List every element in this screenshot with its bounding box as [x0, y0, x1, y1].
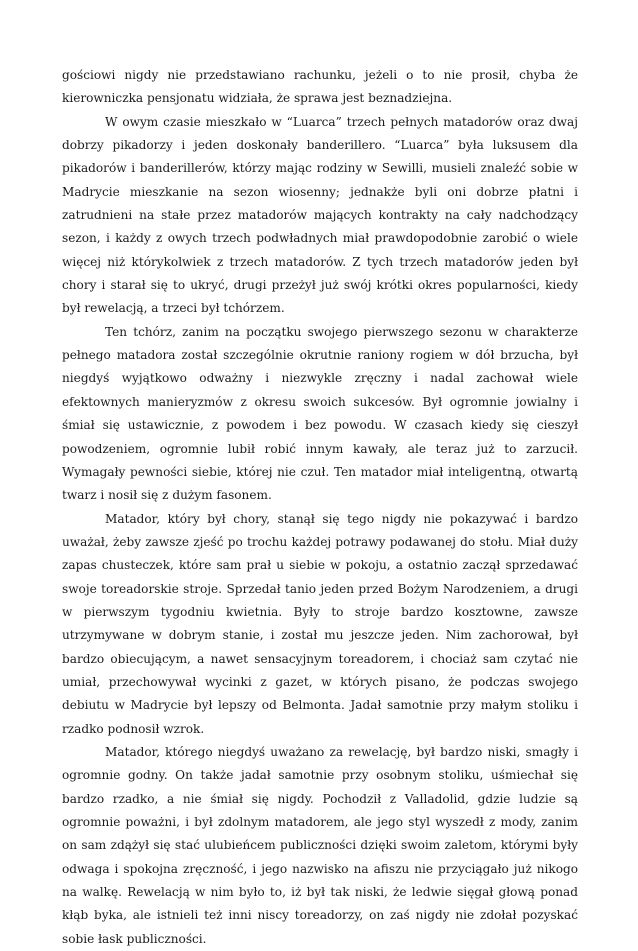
paragraph-coward-matador: Ten tchórz, zanim na początku swojego pierwszego sezonu w charakterze pełnego matadora został szczególnie okrutnie raniony rogiem w dół brzucha, był niegdyś wyjątkowo odważny i niezwykle zręczny i nadal zachował wiele efektownych manieryzmów z okresu swoich sukcesów. Był ogromnie jowialny i śmiał się ustawicznie, z powodem i bez powodu. W czasach kiedy się cieszył powodzeniem, ogromnie lubił robić innym kawały, ale teraz już to zarzucił. Wymagały pewności siebie, której nie czuł. Ten matador miał inteligentną, otwartą twarz i nosił się z dużym fasonem. [62, 324, 578, 503]
paragraph-sick-matador: Matador, który był chory, stanął się tego nigdy nie pokazywać i bardzo uważał, żeby zawsze zjeść po trochu każdej potrawy podawanej do stołu. Miał duży zapas chusteczek, które sam prał u siebie w pokoju, a ostatnio zaczął sprzedawać swoje toreadorskie stroje. Sprzedał tanio jeden przed Bożym Narodzeniem, a drugi w pierwszym tygodniu kwietnia. Były to stroje bardzo kosztowne, zawsze utrzymywane w dobrym stanie, i został mu jeszcze jeden. Nim zachorował, był bardzo obiecującym, a nawet sensacyjnym toreadorem, i chociaż sam czytać nie umiał, przechowywał wycinki z gazet, w których pisano, że podczas swojego debiutu w Madrycie był lepszy od Belmonta. Jadał samotnie przy małym stoliku i rzadko podnosił wzrok. [62, 511, 578, 736]
paragraph-former-sensation: Matador, którego niegdyś uważano za rewelację, był bardzo niski, smagły i ogromnie godny. On także jadał samotnie przy osobnym stoliku, uśmiechał się bardzo rzadko, a nie śmiał się nigdy. Pochodził z Valladolid, gdzie ludzie są ogromnie poważni, i był zdolnym matadorem, ale jego styl wyszedł z mody, zanim on sam zdążył się stać ulubieńcem publiczności dzięki swoim zaletom, którymi były odwaga i spokojna zręczność, i jego nazwisko na afiszu nie przyciągało już nikogo na walkę. Rewelacją w nim było to, iż był tak niski, że ledwie sięgał głową ponad kłąb byka, ale istnieli też inni niscy toreadorzy, on zaś nigdy nie zdołał pozyskać sobie łask publiczności. [62, 744, 578, 946]
document-page [62, 64, 578, 951]
paragraph-luarca-residents: W owym czasie mieszkało w “Luarca” trzech pełnych matadorów oraz dwaj dobrzy pikadorzy i jeden doskonały banderillero. “Luarca” była luksusem dla pikadorów i banderillerów, którzy mając rodziny w Sewilli, musieli znaleźć sobie w Madrycie mieszkanie na sezon wiosenny; jednakże byli oni dobrze płatni i zatrudnieni na stałe przez matadorów mających kontrakty na cały nadchodzący sezon, i każdy z owych trzech podwładnych miał prawdopodobnie zarobić o wiele więcej niż którykolwiek z trzech matadorów. Z tych trzech matadorów jeden był chory i starał się to ukryć, drugi przeżył już swój krótki okres popularności, kiedy był rewelacją, a trzeci był tchórzem. [62, 114, 578, 316]
paragraph-continuation: gościowi nigdy nie przedstawiano rachunku, jeżeli o to nie prosił, chyba że kierowniczka pensjonatu widziała, że sprawa jest beznadziejna. [62, 68, 578, 106]
